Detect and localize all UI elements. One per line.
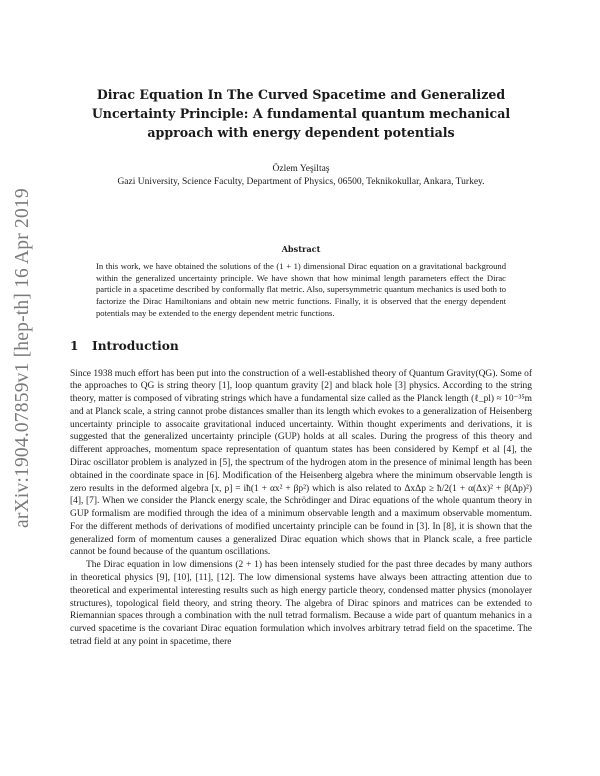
section-number: 1 bbox=[70, 338, 79, 353]
section-heading-introduction bbox=[70, 338, 532, 354]
paper-page bbox=[70, 85, 532, 649]
introduction-paragraph-1: Since 1938 much effort has been put into the construction of a well-established theory of Quantum Gravity(QG). Some of the approaches to QG is string theory [1], loop quantum gravity [2] and black hole [3] physics. According to the string theory, matter is composed of vibrating strings which have a fundamental size called as the Planck length (ℓ_pl) ≈ 10⁻³⁵m and at Planck scale, a string cannot probe distances smaller than its length which evokes to a generalization of Heisenberg uncertainty principle to assocaite gravitational induced uncertainty. Within thought experiments and derivations, it is suggested that the generalized uncertainty principle (GUP) holds at all scales. During the progress of this theory and different approaches, momentum space representation of quantum states has been considered by Kempf et al [4], the Dirac oscillator problem is analyzed in [5], the spectrum of the hydrogen atom in the presence of minimal length has been obtained in the coordinate space in [6]. Modification of the Heisenberg algebra where the minimum observable length is zero results in the deformed algebra [x, p] = iħ(1 + αx² + βp²) which is also related to ΔxΔp ≥ ħ/2(1 + α(Δx)² + β(Δp)²) [4], [7]. When we consider the Planck energy scale, the Schrödinger and Dirac equations of the whole quantum theory in GUP formalism are modified through the idea of a minimum observable length and a maximum observable momentum. For the different methods of derivations of modified uncertainty principle can be found in [3]. In [8], it is shown that the generalized form of momentum causes a generalized Dirac equation which shows that in Planck scale, a free particle cannot be found because of the quantum oscillations. bbox=[70, 368, 532, 558]
paper-title: Dirac Equation In The Curved Spacetime and Generalized Uncertainty Principle: A fundamental quantum mechanical approach with energy dependent potentials bbox=[91, 87, 511, 140]
paper-author: Özlem Yeşiltaş bbox=[272, 164, 330, 174]
section-title: Introduction bbox=[92, 338, 179, 353]
abstract-heading: Abstract bbox=[281, 244, 321, 254]
introduction-paragraph-2: The Dirac equation in low dimensions (2 + 1) has been intensely studied for the past three decades by many authors in theoretical physics [9], [10], [11], [12]. The low dimensional systems have always been attracting attention due to theoretical and experimental interesting results such as high energy particle theory, condensed matter physics (monolayer structures), topological field theory, and string theory. The algebra of Dirac spinors and matrices can be extended to Riemannian spaces through a combination with the null tetrad formalism. Because a wide part of quantum mehanics in a curved spacetime is the covariant Dirac equation formulation which involves arbitrary tetrad field on the spacetime. The tetrad field at any point in spacetime, there bbox=[70, 560, 532, 647]
arxiv-identifier-stamp: arXiv:1904.07859v1 [hep-th] 16 Apr 2019 bbox=[12, 188, 33, 528]
abstract-text: In this work, we have obtained the solutions of the (1 + 1) dimensional Dirac equation on a gravitational background within the generalized uncertainty principle. We have shown that how minimal length parameters effect the Dirac particle in a spacetime described by conformally flat metric. Also, supersymmetric quantum mechanics is used both to factorize the Dirac Hamiltonians and obtain new metric functions. Finally, it is observed that the energy dependent potentials may be extended to the energy dependent metric functions. bbox=[96, 261, 506, 318]
author-affiliation: Gazi University, Science Faculty, Department of Physics, 06500, Teknikokullar, Ankara, Turkey. bbox=[117, 177, 485, 187]
